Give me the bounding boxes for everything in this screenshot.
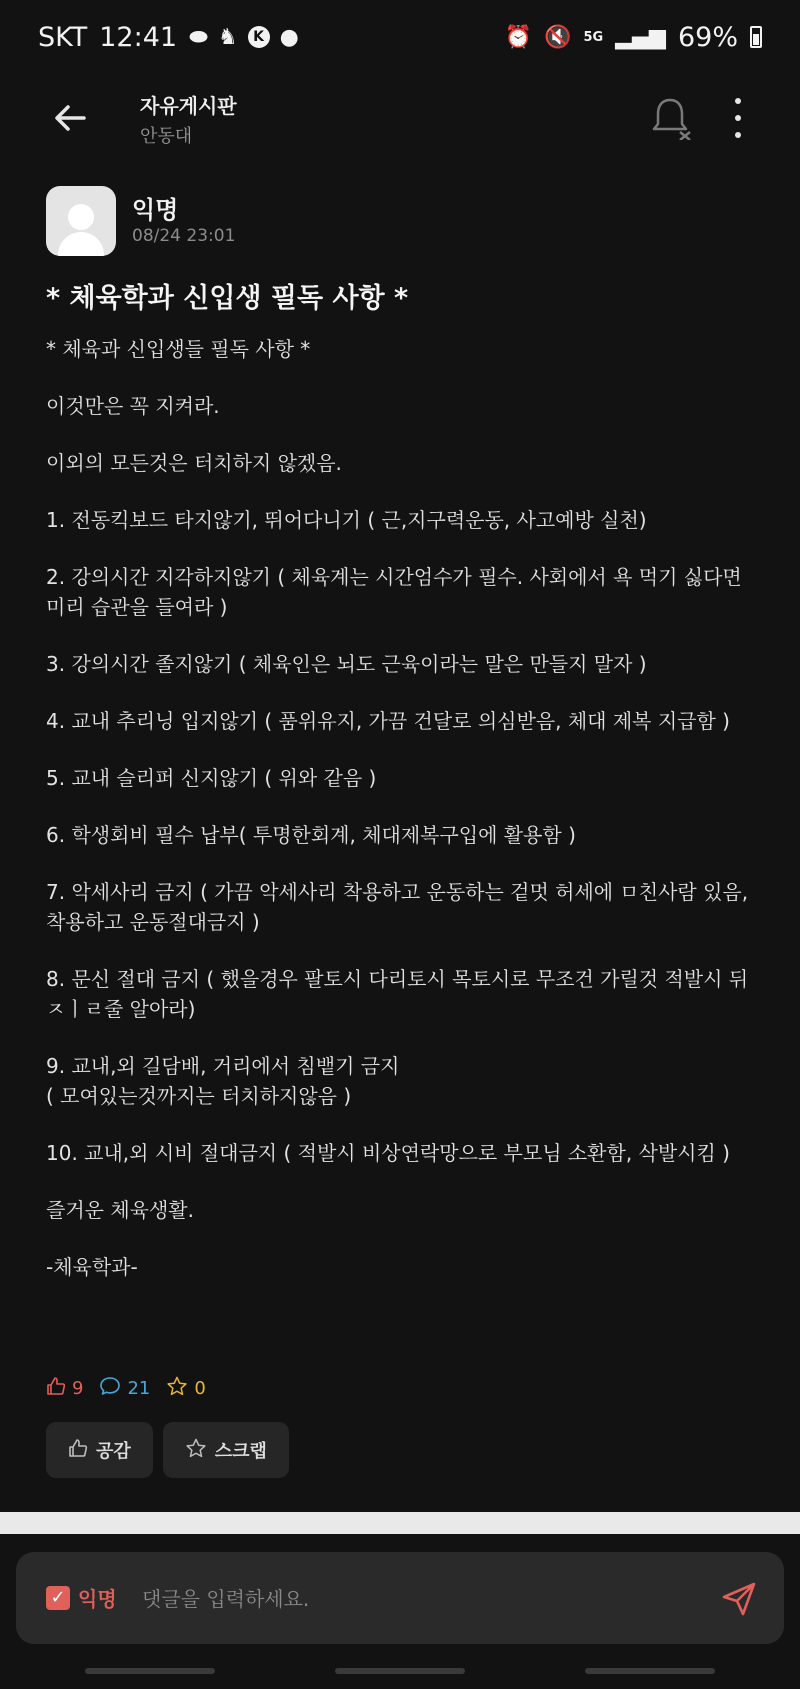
post-actions bbox=[46, 1422, 289, 1478]
body-line: 2. 강의시간 지각하지않기 ( 체육계는 시간엄수가 필수. 사회에서 욕 먹기 싫다면 미리 습관을 들여라 ) bbox=[46, 565, 742, 619]
comment-composer bbox=[16, 1552, 784, 1644]
kakao-k-icon: K bbox=[248, 26, 270, 48]
gesture-bar bbox=[0, 1660, 800, 1689]
gesture-segment bbox=[85, 1668, 215, 1674]
battery-text: 69% bbox=[677, 21, 738, 53]
body-line: * 체육과 신입생들 필독 사항 * bbox=[46, 337, 311, 361]
gesture-segment bbox=[585, 1668, 715, 1674]
alarm-icon: ⏰ bbox=[504, 24, 533, 50]
section-divider bbox=[0, 1512, 800, 1534]
author-name: 익명 bbox=[132, 196, 179, 224]
post-date: 08/24 23:01 bbox=[132, 226, 236, 246]
back-arrow-icon[interactable] bbox=[50, 98, 90, 138]
comment-input[interactable] bbox=[140, 1576, 664, 1622]
like-button-label: 공감 bbox=[96, 1441, 131, 1462]
more-vertical-icon[interactable] bbox=[732, 98, 744, 138]
status-right bbox=[505, 22, 762, 53]
body-line: 10. 교내,외 시비 절대금지 ( 적발시 비상연락망으로 부모님 소환함, 삭발시킴 ) bbox=[46, 1141, 730, 1165]
signal-icon: ▂▄▆ bbox=[615, 24, 666, 50]
body-line: 9. 교내,외 길담배, 거리에서 침뱉기 금지 ( 모여있는것까지는 터치하지않음 ) bbox=[46, 1054, 400, 1108]
body-line: 이것만은 꼭 지켜라. bbox=[46, 394, 220, 418]
post-body bbox=[46, 334, 756, 1309]
status-bar bbox=[0, 0, 800, 74]
like-count: 9 bbox=[46, 1376, 83, 1401]
comment-count: 21 bbox=[99, 1376, 150, 1401]
clock: 12:41 bbox=[99, 21, 178, 53]
body-line: 즐거운 체육생활. bbox=[46, 1198, 194, 1222]
pill-icon: ⬬ bbox=[189, 24, 208, 50]
body-line: 7. 악세사리 금지 ( 가끔 악세사리 착용하고 운동하는 겉멋 허세에 ㅁ친사람 있음, 착용하고 운동절대금지 ) bbox=[46, 880, 749, 934]
like-button[interactable] bbox=[46, 1422, 153, 1478]
thumbs-up-icon bbox=[68, 1438, 88, 1463]
network-type-icon: 5G bbox=[583, 29, 604, 45]
notification-icons bbox=[189, 25, 299, 50]
scrap-button-label: 스크랩 bbox=[214, 1441, 267, 1462]
scrap-button[interactable] bbox=[163, 1422, 289, 1478]
speech-bubble-icon bbox=[99, 1376, 121, 1401]
body-line: 5. 교내 슬리퍼 신지않기 ( 위와 같음 ) bbox=[46, 766, 377, 790]
anonymous-checkbox[interactable]: ✓ bbox=[46, 1586, 70, 1610]
body-line: 6. 학생회비 필수 납부( 투명한회계, 체대제복구입에 활용함 ) bbox=[46, 823, 576, 847]
star-icon bbox=[185, 1438, 207, 1463]
body-line: 8. 문신 절대 금지 ( 했을경우 팔토시 다리토시 목토시로 무조건 가릴것 적발시 뒤ㅈㅣㄹ줄 알아라) bbox=[46, 967, 749, 1021]
app-notification-icon: ♞ bbox=[217, 24, 238, 50]
thumbs-up-icon bbox=[46, 1376, 66, 1401]
board-title: 자유게시판 bbox=[140, 94, 237, 118]
status-left bbox=[38, 22, 299, 53]
bell-off-icon[interactable] bbox=[650, 94, 694, 140]
post-title: * 체육학과 신입생 필독 사항 * bbox=[46, 283, 409, 314]
star-icon bbox=[166, 1376, 188, 1401]
body-line: 이외의 모든것은 터치하지 않겠음. bbox=[46, 451, 342, 475]
body-line: -체육학과- bbox=[46, 1255, 138, 1279]
body-line: 1. 전동킥보드 타지않기, 뛰어다니기 ( 근,지구력운동, 사고예방 실천) bbox=[46, 508, 647, 532]
anonymous-label[interactable]: 익명 bbox=[78, 1587, 117, 1611]
body-line: 3. 강의시간 졸지않기 ( 체육인은 뇌도 근육이라는 말은 만들지 말자 ) bbox=[46, 652, 647, 676]
avatar bbox=[46, 186, 116, 256]
battery-icon bbox=[750, 26, 762, 48]
board-subtitle: 안동대 bbox=[140, 126, 193, 147]
app-bar bbox=[0, 80, 800, 160]
post-stats bbox=[46, 1376, 206, 1401]
chat-bubble-icon: ● bbox=[279, 24, 299, 50]
body-line: 4. 교내 추리닝 입지않기 ( 품위유지, 가끔 건달로 의심받음, 체대 제복 지급함 ) bbox=[46, 709, 730, 733]
carrier: SKT bbox=[38, 21, 88, 53]
send-icon[interactable] bbox=[720, 1580, 758, 1618]
mute-icon: 🔇 bbox=[544, 24, 572, 50]
scrap-count: 0 bbox=[166, 1376, 205, 1401]
gesture-segment bbox=[335, 1668, 465, 1674]
